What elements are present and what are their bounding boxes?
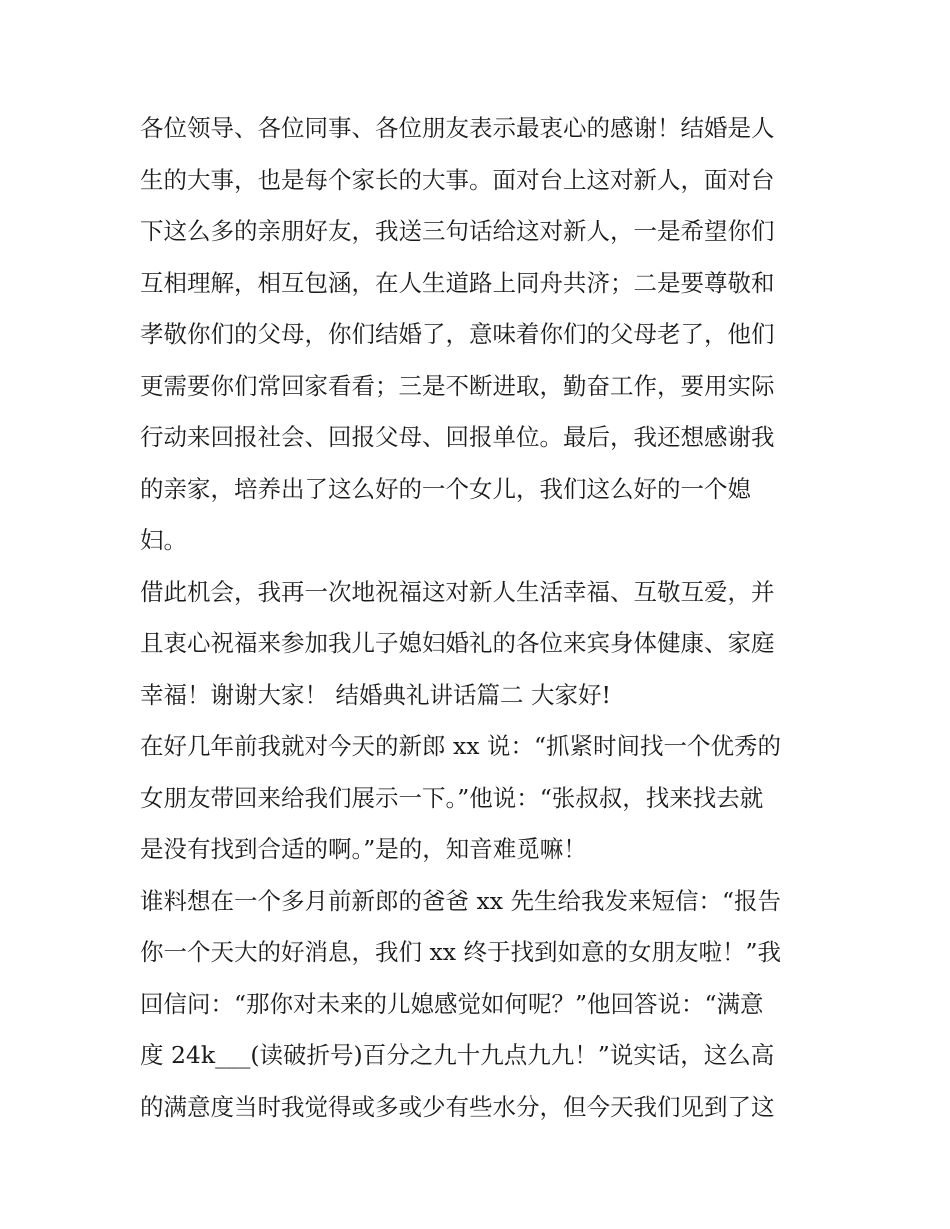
text-line: 度 24k___(读破折号)百分之九十九点九九！”说实话，这么高 bbox=[140, 1041, 775, 1069]
text-line: 借此机会，我再一次地祝福这对新人生活幸福、互敬互爱，并 bbox=[140, 577, 775, 606]
body-text bbox=[140, 103, 820, 1133]
text-line: 下这么多的亲朋好友，我送三句话给这对新人，一是希望你们 bbox=[140, 217, 775, 245]
text-line: 在好几年前我就对今天的新郎 xx 说：“抓紧时间找一个优秀的 bbox=[140, 732, 781, 760]
text-line: 互相理解，相互包涵，在人生道路上同舟共济；二是要尊敬和 bbox=[140, 268, 775, 297]
text-line: 的满意度当时我觉得或多或少有些水分，但今天我们见到了这 bbox=[140, 1092, 775, 1121]
text-line: 妇。 bbox=[140, 526, 187, 554]
text-line: 孝敬你们的父母，你们结婚了，意味着你们的父母老了，他们 bbox=[140, 320, 775, 348]
text-line: 的亲家，培养出了这么好的一个女儿，我们这么好的一个媳 bbox=[140, 474, 751, 503]
text-line: 女朋友带回来给我们展示一下。”他说：“张叔叔，找来找去就 bbox=[140, 783, 764, 812]
text-line: 生的大事，也是每个家长的大事。面对台上这对新人，面对台 bbox=[140, 165, 775, 194]
text-line: 更需要你们常回家看看；三是不断进取，勤奋工作，要用实际 bbox=[140, 371, 775, 400]
text-line: 回信问：“那你对未来的儿媳感觉如何呢？”他回答说：“满意 bbox=[140, 989, 764, 1018]
text-line: 是没有找到合适的啊。”是的，知音难觅嘛！ bbox=[140, 835, 587, 863]
text-line: 且衷心祝福来参加我儿子媳妇婚礼的各位来宾身体健康、家庭 bbox=[140, 629, 775, 657]
text-line: 幸福！谢谢大家！ 结婚典礼讲话篇二 大家好! bbox=[140, 680, 611, 709]
text-line: 行动来回报社会、回报父母、回报单位。最后，我还想感谢我 bbox=[140, 423, 775, 451]
text-line: 各位领导、各位同事、各位朋友表示最衷心的感谢！结婚是人 bbox=[140, 114, 775, 142]
text-line: 你一个天大的好消息，我们 xx 终于找到如意的女朋友啦！”我 bbox=[140, 938, 781, 966]
text-line: 谁料想在一个多月前新郎的爸爸 xx 先生给我发来短信：“报告 bbox=[140, 886, 781, 915]
